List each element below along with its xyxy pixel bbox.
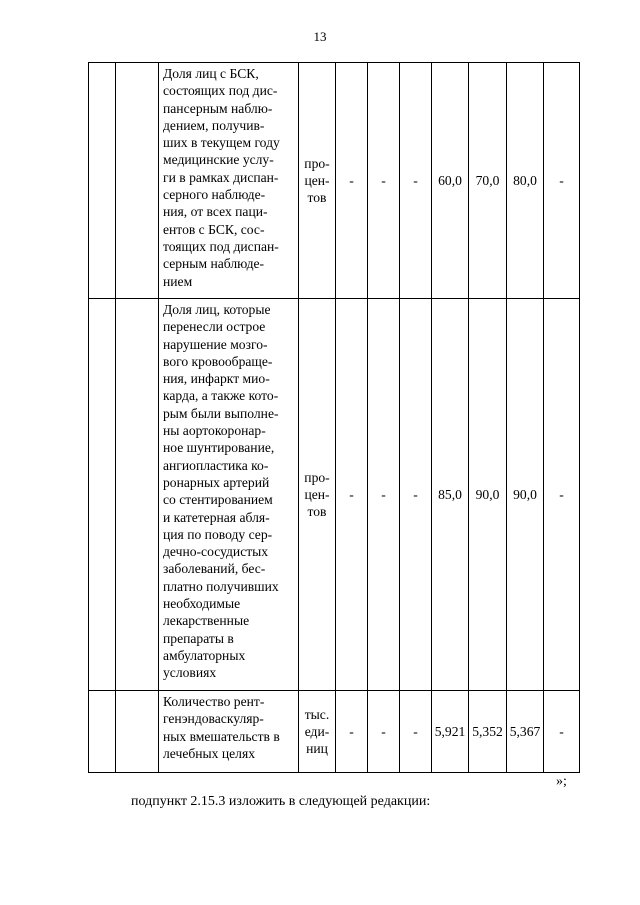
- unit-cell: [299, 691, 336, 773]
- value-cell: -: [368, 299, 400, 691]
- indicator-name-line: состоящих под дис-: [163, 83, 278, 99]
- indicator-name-line: заболеваний, бес-: [163, 561, 266, 577]
- unit-line: ниц: [306, 741, 328, 757]
- value-cell: 5,367: [507, 691, 544, 773]
- empty-cell: [89, 63, 116, 299]
- indicator-name-line: нарушение мозго-: [163, 336, 268, 352]
- indicator-name-line: дечно-сосудистых: [163, 544, 269, 560]
- indicator-name-line: ния, инфаркт мио-: [163, 371, 270, 387]
- instruction-text: подпункт 2.15.3 изложить в следующей редакции:: [131, 794, 431, 809]
- value-cell: -: [368, 63, 400, 299]
- indicator-name-line: лекарственные: [163, 613, 250, 629]
- unit-line: тов: [307, 190, 327, 206]
- indicator-name-line: серным наблюде-: [163, 256, 265, 272]
- indicator-name-line: дением, получив-: [163, 117, 265, 133]
- value-cell: -: [544, 691, 580, 773]
- indicator-name-cell: [159, 299, 299, 691]
- indicator-name-line: тоящих под диспан-: [163, 238, 279, 254]
- value-cell: -: [336, 299, 368, 691]
- indicator-name-line: ронарных артерий: [163, 474, 270, 490]
- indicator-name-line: Доля лиц, которые: [163, 302, 271, 317]
- value-cell: 85,0: [432, 299, 469, 691]
- indicator-name-line: ги в рамках диспан-: [163, 169, 279, 185]
- table-row: [89, 299, 580, 691]
- indicator-name-line: рым были выполне-: [163, 405, 279, 421]
- empty-cell: [89, 299, 116, 691]
- indicator-name-line: препараты в: [163, 630, 234, 646]
- empty-cell: [116, 299, 159, 691]
- value-cell: 60,0: [432, 63, 469, 299]
- value-cell: 5,352: [469, 691, 507, 773]
- indicator-name-line: ны аортокоронар-: [163, 423, 266, 439]
- indicator-name-cell: [159, 63, 299, 299]
- indicator-name-line: вого кровообраще-: [163, 353, 273, 369]
- table-row: [89, 63, 580, 299]
- unit-line: про-: [304, 469, 330, 485]
- indicator-name-line: Доля лиц с БСК,: [163, 66, 259, 81]
- indicator-name-line: необходимые: [163, 596, 241, 612]
- value-cell: 70,0: [469, 63, 507, 299]
- indicator-name-line: ция по поводу сер-: [163, 526, 273, 542]
- indicator-name-line: платно получивших: [163, 578, 279, 594]
- closing-quote-mark: »;: [556, 774, 567, 789]
- indicator-name-line: ентов с БСК, сос-: [163, 221, 265, 237]
- indicators-table: [88, 62, 580, 773]
- unit-line: про-: [304, 155, 330, 171]
- unit-line: тыс.: [304, 706, 330, 722]
- indicator-name-line: Количество рент-: [163, 694, 265, 709]
- value-cell: 90,0: [507, 299, 544, 691]
- indicator-name-line: условиях: [163, 665, 217, 681]
- empty-cell: [89, 691, 116, 773]
- indicator-name-line: серного наблюде-: [163, 187, 266, 203]
- indicator-name-line: со стентированием: [163, 492, 273, 508]
- indicator-name-line: ных вмешательств в: [163, 728, 280, 744]
- value-cell: -: [400, 691, 432, 773]
- table-body: [89, 63, 580, 773]
- unit-line: цен-: [304, 172, 330, 188]
- empty-cell: [116, 691, 159, 773]
- value-cell: -: [400, 299, 432, 691]
- value-cell: -: [336, 63, 368, 299]
- value-cell: -: [368, 691, 400, 773]
- indicator-name-line: амбулаторных: [163, 647, 246, 663]
- indicator-name-line: пансерным наблю-: [163, 100, 273, 116]
- indicator-name-line: карда, а также кото-: [163, 388, 279, 404]
- empty-cell: [116, 63, 159, 299]
- value-cell: -: [400, 63, 432, 299]
- value-cell: 90,0: [469, 299, 507, 691]
- indicator-name-line: медицинские услу-: [163, 152, 274, 168]
- indicator-name-cell: [159, 691, 299, 773]
- value-cell: -: [336, 691, 368, 773]
- value-cell: -: [544, 63, 580, 299]
- page-number: 13: [313, 29, 327, 44]
- indicator-name-line: ангиопластика ко-: [163, 457, 269, 473]
- unit-cell: [299, 63, 336, 299]
- value-cell: 80,0: [507, 63, 544, 299]
- table-row: [89, 691, 580, 773]
- unit-line: цен-: [304, 486, 330, 502]
- indicator-name-line: ния, от всех паци-: [163, 204, 268, 220]
- unit-line: еди-: [304, 723, 330, 739]
- indicator-name-line: ное шунтирование,: [163, 440, 275, 456]
- unit-line: тов: [307, 504, 327, 520]
- indicator-name-line: генэндоваскуляр-: [163, 711, 264, 727]
- value-cell: -: [544, 299, 580, 691]
- value-cell: 5,921: [432, 691, 469, 773]
- indicator-name-line: ших в текущем году: [163, 135, 280, 151]
- indicator-name-line: перенесли острое: [163, 319, 266, 335]
- indicator-name-line: и катетерная абля-: [163, 509, 270, 525]
- indicator-name-line: лечебных целях: [163, 745, 256, 761]
- indicator-name-line: нием: [163, 273, 193, 289]
- unit-cell: [299, 299, 336, 691]
